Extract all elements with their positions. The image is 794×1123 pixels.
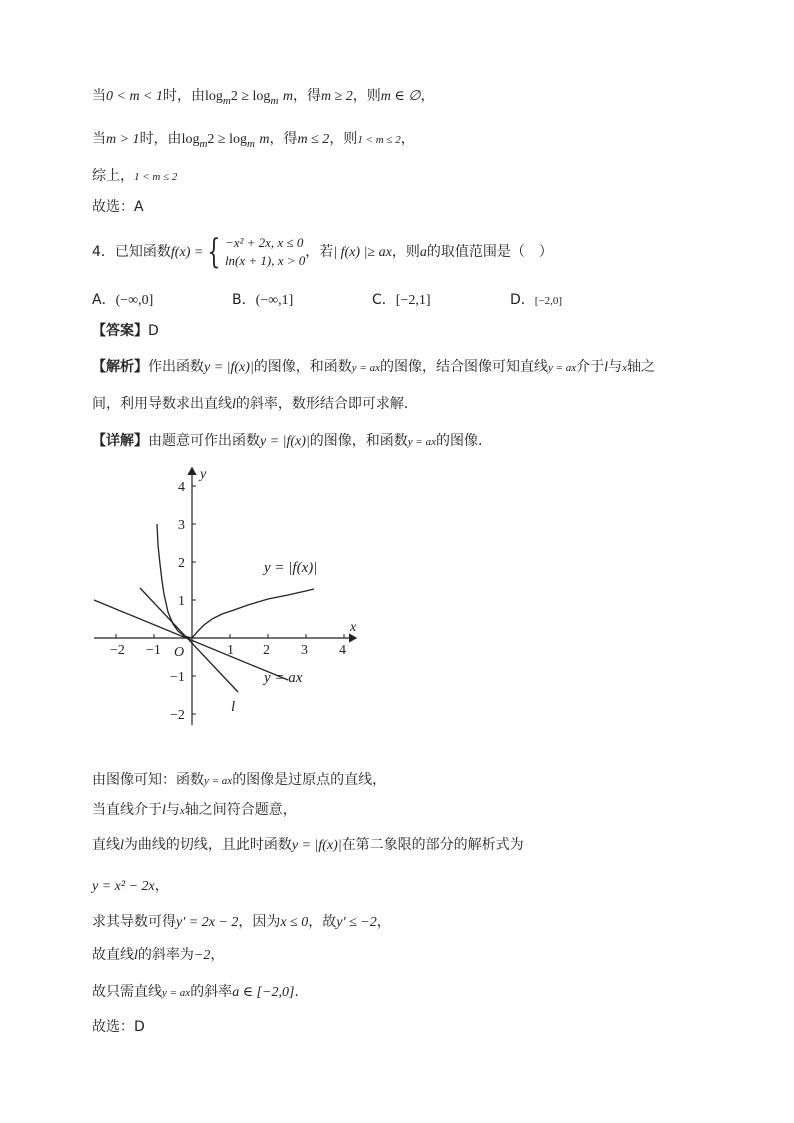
text: 介于	[576, 359, 605, 375]
text: 故选：A	[92, 199, 144, 215]
math: y = ax	[547, 362, 577, 374]
text: 的图像.	[435, 433, 483, 449]
after-line-8	[92, 1017, 145, 1037]
y-tick-label: 1	[178, 594, 185, 609]
math: y = |f(x)|	[260, 434, 310, 449]
choice-d	[510, 290, 562, 311]
math-sub: m	[222, 94, 231, 107]
choice-value: (−∞,0]	[115, 293, 154, 308]
math: x	[179, 805, 185, 817]
math-sub: m	[246, 137, 255, 150]
analysis-line-2	[92, 394, 408, 415]
math: m ∈ ∅	[380, 89, 421, 104]
math: y = x² − 2x	[92, 879, 155, 894]
y-tick-label: 3	[178, 518, 185, 533]
math: y = ax	[204, 775, 233, 787]
choice-a	[92, 290, 153, 311]
text: 求其导数可得	[92, 914, 176, 930]
math: l	[134, 948, 138, 963]
text: 的斜率，数形结合即可求解.	[235, 396, 409, 412]
math: log	[181, 132, 200, 147]
text: 在第二象限的部分的解析式为	[341, 837, 524, 853]
text: ，	[210, 947, 225, 963]
y-tick-label: 4	[178, 480, 185, 495]
text: 当	[92, 88, 106, 104]
math: y = ax	[407, 436, 436, 448]
after-line-2	[92, 800, 297, 821]
math: a ∈ [−2,0]	[232, 985, 295, 1000]
x-tick-label: 2	[263, 643, 270, 658]
math: l	[604, 360, 609, 375]
function-graph	[88, 460, 368, 730]
math: 2 ≥ log	[230, 89, 271, 104]
x-tick-label: 4	[339, 643, 346, 658]
text: ，	[400, 131, 415, 147]
text: 作出函数	[148, 359, 204, 375]
text: 由题意可作出函数	[148, 433, 260, 449]
after-line-6	[92, 945, 224, 966]
analysis-tag: 【解析】	[92, 359, 148, 375]
question-number: 4．已知函数	[92, 244, 171, 260]
text: ，得	[269, 131, 298, 147]
text: ，	[420, 88, 435, 104]
x-tick-label: −1	[146, 643, 161, 658]
text: ，因为	[238, 914, 281, 930]
text: ，则	[329, 131, 358, 147]
math: y′ ≤ −2	[336, 915, 377, 930]
label-y-ax: y = ax	[264, 670, 303, 686]
x-axis-label: x	[350, 620, 357, 635]
line-l	[140, 588, 238, 692]
choice-label: C．	[372, 292, 396, 308]
answer-line	[92, 321, 159, 341]
line-y-ax	[94, 600, 288, 680]
origin-label: O	[174, 645, 185, 660]
text: 当直线介于	[92, 802, 162, 818]
math: m	[282, 89, 293, 104]
math: m > 1	[106, 132, 140, 147]
text: ，则	[352, 88, 381, 104]
math: m ≤ 2	[297, 132, 330, 147]
piecewise-cases	[225, 234, 305, 270]
choice-value: (−∞,1]	[255, 293, 294, 308]
text: 综上，	[92, 168, 134, 184]
text: 的图像，和函数	[253, 359, 352, 375]
text-line-4	[92, 197, 144, 217]
text: ，	[154, 878, 169, 894]
text: 轴之间符合题意，	[184, 802, 297, 818]
detail-line	[92, 431, 482, 452]
y-tick-label: 2	[178, 556, 185, 571]
after-line-3	[92, 835, 524, 856]
after-line-1	[92, 770, 386, 791]
text: 为曲线的切线，且此时函数	[123, 837, 292, 853]
choice-c	[372, 290, 431, 311]
text: 故选：D	[92, 1019, 145, 1035]
math: l	[232, 397, 236, 412]
math: 2 ≥ log	[207, 132, 247, 147]
y-tick-label: −1	[170, 670, 185, 685]
text: 故只需直线	[92, 984, 162, 1000]
choice-value: [−2,1]	[395, 293, 431, 308]
choice-label: B．	[232, 292, 256, 308]
curve-right-branch	[192, 589, 314, 638]
label-abs-f: y = |f(x)|	[264, 560, 318, 576]
text: ，故	[308, 914, 337, 930]
text: ，则	[391, 244, 420, 260]
text: 时，由	[139, 131, 182, 147]
text: 的取值范围是（ ）	[426, 244, 553, 260]
answer-value: D	[148, 323, 159, 339]
text: 的图像，结合图像可知直线	[379, 359, 548, 375]
y-axis-label: y	[200, 467, 207, 482]
text: 由图像可知：函数	[92, 772, 204, 788]
case-1: −x² + 2x, x ≤ 0	[224, 235, 304, 250]
choice-b	[232, 290, 293, 311]
text: 的图像，和函数	[309, 433, 408, 449]
detail-tag: 【详解】	[92, 433, 148, 449]
choice-value: [−2,0]	[534, 295, 563, 307]
y-tick-label: −2	[170, 708, 185, 723]
after-line-7	[92, 982, 299, 1003]
choice-label: D．	[510, 292, 535, 308]
text: ，得	[292, 88, 321, 104]
x-tick-label: −2	[110, 643, 125, 658]
text: ，	[376, 914, 391, 930]
case-2: ln(x + 1), x > 0	[224, 253, 306, 268]
text: 时，由	[163, 88, 206, 104]
text-line-3	[92, 166, 177, 187]
math: l	[162, 803, 166, 818]
text-line-2	[92, 129, 415, 154]
text: 的图像是过原点的直线，	[232, 772, 387, 788]
math: log	[205, 89, 223, 104]
math: m	[259, 132, 270, 147]
after-line-4	[92, 876, 169, 897]
math: 0 < m < 1	[106, 89, 164, 104]
math: y = |f(x)|	[291, 838, 342, 853]
after-line-5	[92, 912, 391, 933]
x-tick-label: 3	[301, 643, 308, 658]
text: .	[294, 984, 299, 1000]
text-line-1	[92, 86, 434, 111]
text: 的斜率为	[137, 947, 194, 963]
math: y = ax	[162, 987, 191, 999]
analysis-line-1	[92, 357, 655, 378]
math: y = ax	[351, 362, 380, 374]
text: 当	[92, 131, 106, 147]
math: y = |f(x)|	[204, 360, 254, 375]
math: y′ = 2x − 2	[176, 915, 239, 930]
math: l	[120, 838, 124, 853]
question-4	[92, 232, 553, 273]
math: f(x) =	[170, 245, 204, 260]
math: x	[622, 362, 627, 374]
x-tick-label: 1	[227, 643, 234, 658]
math: x ≤ 0	[280, 915, 309, 930]
math: 1 < m ≤ 2	[134, 171, 178, 183]
text: 与	[165, 802, 180, 818]
text: 的斜率	[190, 984, 233, 1000]
math-sub: m	[270, 94, 279, 107]
text: 轴之	[626, 359, 655, 375]
text: 故直线	[92, 947, 134, 963]
math: m ≥ 2	[320, 89, 353, 104]
math: −2	[193, 948, 211, 963]
text: ，若	[305, 244, 334, 260]
math: a	[419, 245, 427, 260]
text: 直线	[92, 837, 120, 853]
math-sub: m	[199, 137, 208, 150]
answer-tag: 【答案】	[92, 323, 148, 339]
text: 间，利用导数求出直线	[92, 396, 232, 412]
label-l: l	[231, 699, 236, 715]
text: 与	[608, 359, 623, 375]
math: 1 < m ≤ 2	[357, 134, 401, 146]
choice-label: A．	[92, 292, 116, 308]
curve-left-branch	[157, 524, 192, 638]
math: | f(x) |≥ ax	[333, 245, 392, 260]
brace-icon: {	[207, 232, 221, 272]
